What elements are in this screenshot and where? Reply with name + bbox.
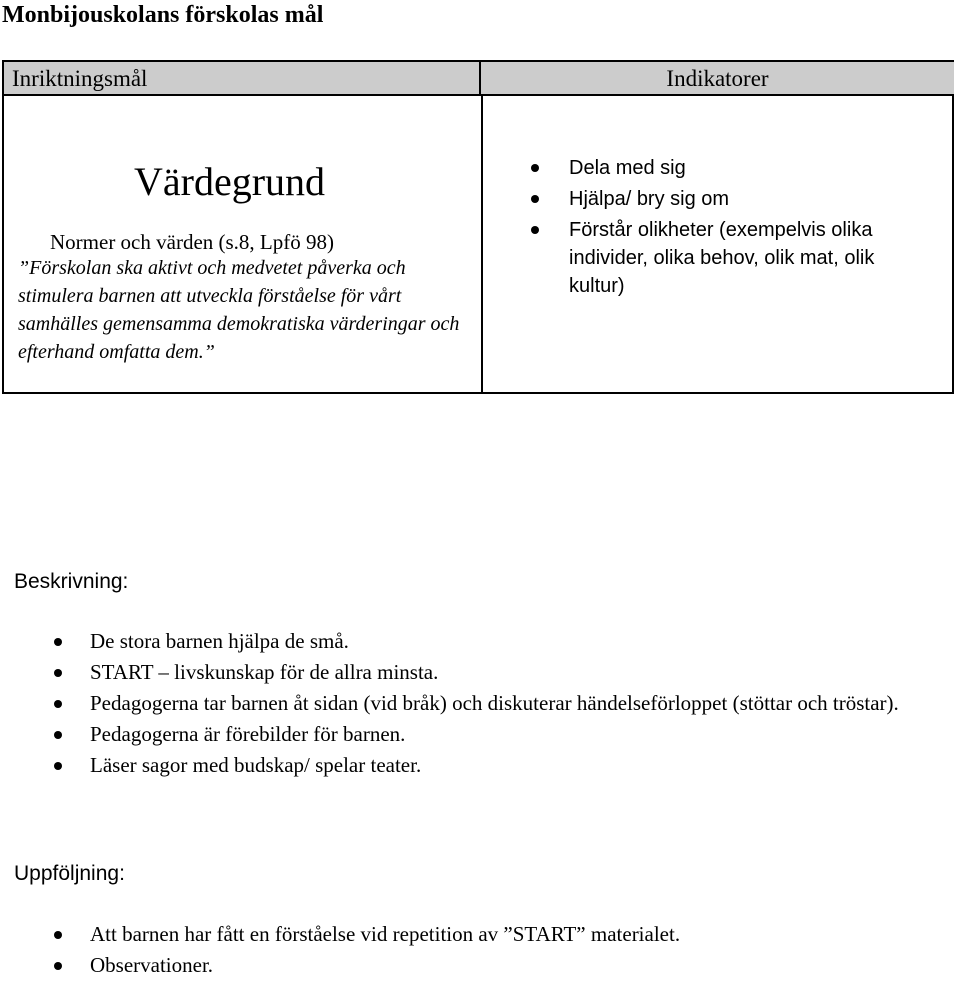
goal-heading: Värdegrund <box>134 159 326 204</box>
curriculum-quote <box>18 254 478 366</box>
description-item: Läser sagor med budskap/ spelar teater. <box>54 752 934 779</box>
page-title: Monbijouskolans förskolas mål <box>2 2 324 28</box>
indicator-item: Hjälpa/ bry sig om <box>531 185 931 213</box>
description-label: Beskrivning: <box>14 570 129 593</box>
indicator-item: Dela med sig <box>531 154 931 182</box>
description-item: Pedagogerna tar barnen åt sidan (vid bråk) och diskuterar händelseförloppet (stöttar och tröstar). <box>54 690 934 717</box>
indicator-list <box>531 154 931 303</box>
goals-table <box>2 60 954 394</box>
quote-line: ”Förskolan ska aktivt och medvetet påverka och <box>18 257 406 279</box>
header-indikatorer: Indikatorer <box>481 62 954 96</box>
quote-line: efterhand omfatta dem.” <box>18 341 215 363</box>
indicators-cell <box>483 98 954 394</box>
description-item: Pedagogerna är förebilder för barnen. <box>54 721 934 748</box>
header-inriktningsmal: Inriktningsmål <box>4 62 481 96</box>
followup-list <box>54 921 934 983</box>
description-item: START – livskunskap för de allra minsta. <box>54 659 934 686</box>
followup-item: Att barnen har fått en förståelse vid repetition av ”START” materialet. <box>54 921 934 948</box>
goal-cell <box>4 98 481 394</box>
quote-line: stimulera barnen att utveckla förståelse för vårt <box>18 285 402 307</box>
quote-line: samhälles gemensamma demokratiska värderingar och <box>18 313 460 335</box>
followup-label: Uppföljning: <box>14 862 125 885</box>
description-list <box>54 628 934 783</box>
description-item: De stora barnen hjälpa de små. <box>54 628 934 655</box>
norm-reference: Normer och värden (s.8, Lpfö 98) <box>50 230 334 254</box>
followup-item: Observationer. <box>54 952 934 979</box>
indicator-item: Förstår olikheter (exempelvis olika individer, olika behov, olik mat, olik kultur) <box>531 216 931 300</box>
